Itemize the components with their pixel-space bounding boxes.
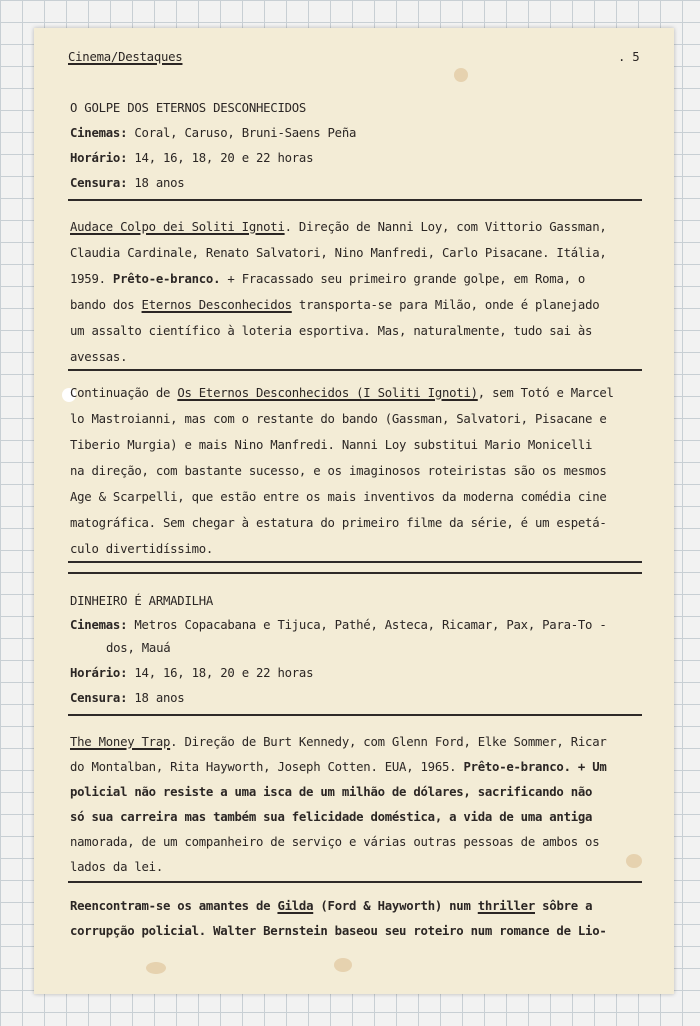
original-title: The Money Trap [70, 735, 171, 749]
review-text: (Ford & Hayworth) num [313, 899, 478, 913]
divider-rule [68, 561, 642, 563]
horario-value: 14, 16, 18, 20 e 22 horas [134, 666, 314, 680]
review-line [70, 386, 614, 400]
divider-rule [68, 369, 642, 371]
cinemas-label: Cinemas: [70, 126, 128, 140]
review-line: na direção, com bastante sucesso, e os imaginosos roteiristas são os mesmos [70, 464, 607, 478]
review-line: matográfica. Sem chegar à estatura do primeiro filme da série, é um espetá- [70, 516, 607, 530]
cinemas-line [70, 126, 356, 140]
review-line: Age & Scarpelli, que estão entre os mais inventivos da moderna comédia cine [70, 490, 607, 504]
horario-label: Horário: [70, 666, 128, 680]
film-reference: Os Eternos Desconhecidos (I Soliti Ignoti) [177, 386, 478, 400]
synopsis-text: . Direção de Nanni Loy, com Vittorio Gassman, [284, 220, 607, 234]
synopsis-text: Prêto-e-branco. [112, 272, 221, 286]
cinemas-line [70, 618, 607, 632]
divider-rule [68, 714, 642, 716]
genre-term: thriller [477, 899, 535, 913]
review-text: , sem Totó e Marcel [477, 386, 614, 400]
film-reference: Eternos Desconhecidos [141, 298, 292, 312]
synopsis-line: namorada, de um companheiro de serviço e várias outras pessoas de ambos os [70, 835, 600, 849]
synopsis-line: só sua carreira mas também sua felicidade doméstica, a vida de uma antiga [70, 810, 593, 824]
synopsis-line [70, 760, 607, 774]
review-line [70, 899, 592, 913]
synopsis-line: lados da lei. [70, 860, 163, 874]
synopsis-line: avessas. [70, 350, 128, 364]
divider-rule [68, 199, 642, 201]
film-reference: Gilda [277, 899, 314, 913]
review-line: corrupção policial. Walter Bernstein baseou seu roteiro num romance de Lio- [70, 924, 607, 938]
cinemas-list: Coral, Caruso, Bruni-Saens Peña [134, 126, 357, 140]
review-line: lo Mastroianni, mas com o restante do bando (Gassman, Salvatori, Pisacane e [70, 412, 607, 426]
paper-stain [454, 68, 468, 82]
synopsis-text: Prêto-e-branco. + Um [463, 760, 607, 774]
horario-line [70, 666, 313, 680]
synopsis-line [70, 220, 607, 234]
synopsis-line [70, 272, 585, 286]
paper-stain [626, 854, 642, 868]
synopsis-line: policial não resiste a uma isca de um milhão de dólares, sacrificando não [70, 785, 593, 799]
film-title: O GOLPE DOS ETERNOS DESCONHECIDOS [70, 101, 307, 115]
review-text: sôbre a [535, 899, 593, 913]
horario-line [70, 151, 313, 165]
horario-value: 14, 16, 18, 20 e 22 horas [134, 151, 314, 165]
horario-label: Horário: [70, 151, 128, 165]
paper-stain [334, 958, 352, 972]
divider-rule [68, 572, 642, 574]
censura-label: Censura: [70, 176, 128, 190]
synopsis-text: 1959. [70, 272, 113, 286]
censura-value: 18 anos [134, 691, 185, 705]
synopsis-line: um assalto científico à loteria esportiva. Mas, naturalmente, tudo sai às [70, 324, 593, 338]
cinemas-label: Cinemas: [70, 618, 128, 632]
synopsis-text: do Montalban, Rita Hayworth, Joseph Cotten. EUA, 1965. [70, 760, 464, 774]
synopsis-text: transporta-se para Milão, onde é planejado [291, 298, 600, 312]
censura-line [70, 176, 184, 190]
synopsis-text: . Direção de Burt Kennedy, com Glenn Ford, Elke Sommer, Ricar [170, 735, 607, 749]
synopsis-line: Claudia Cardinale, Renato Salvatori, Nino Manfredi, Carlo Pisacane. Itália, [70, 246, 607, 260]
paper-stain [146, 962, 166, 974]
censura-label: Censura: [70, 691, 128, 705]
synopsis-text: bando dos [70, 298, 142, 312]
divider-rule [68, 881, 642, 883]
page-number: . 5 [618, 50, 640, 64]
censura-line [70, 691, 184, 705]
review-line: Tiberio Murgia) e mais Nino Manfredi. Nanni Loy substitui Mario Monicelli [70, 438, 593, 452]
film-title: DINHEIRO É ARMADILHA [70, 594, 214, 608]
review-text: Reencontram-se os amantes de [70, 899, 278, 913]
review-text: Continuação de [70, 386, 178, 400]
original-title: Audace Colpo dei Soliti Ignoti [70, 220, 285, 234]
cinemas-line-continued: dos, Mauá [106, 641, 171, 655]
synopsis-line [70, 735, 607, 749]
typewritten-page [34, 28, 674, 994]
censura-value: 18 anos [134, 176, 185, 190]
review-line: culo divertidíssimo. [70, 542, 214, 556]
cinemas-list: Metros Copacabana e Tijuca, Pathé, Asteca, Ricamar, Pax, Para-To - [134, 618, 607, 632]
synopsis-text: + Fracassado seu primeiro grande golpe, em Roma, o [220, 272, 586, 286]
synopsis-line [70, 298, 599, 312]
section-header: Cinema/Destaques [68, 50, 183, 64]
